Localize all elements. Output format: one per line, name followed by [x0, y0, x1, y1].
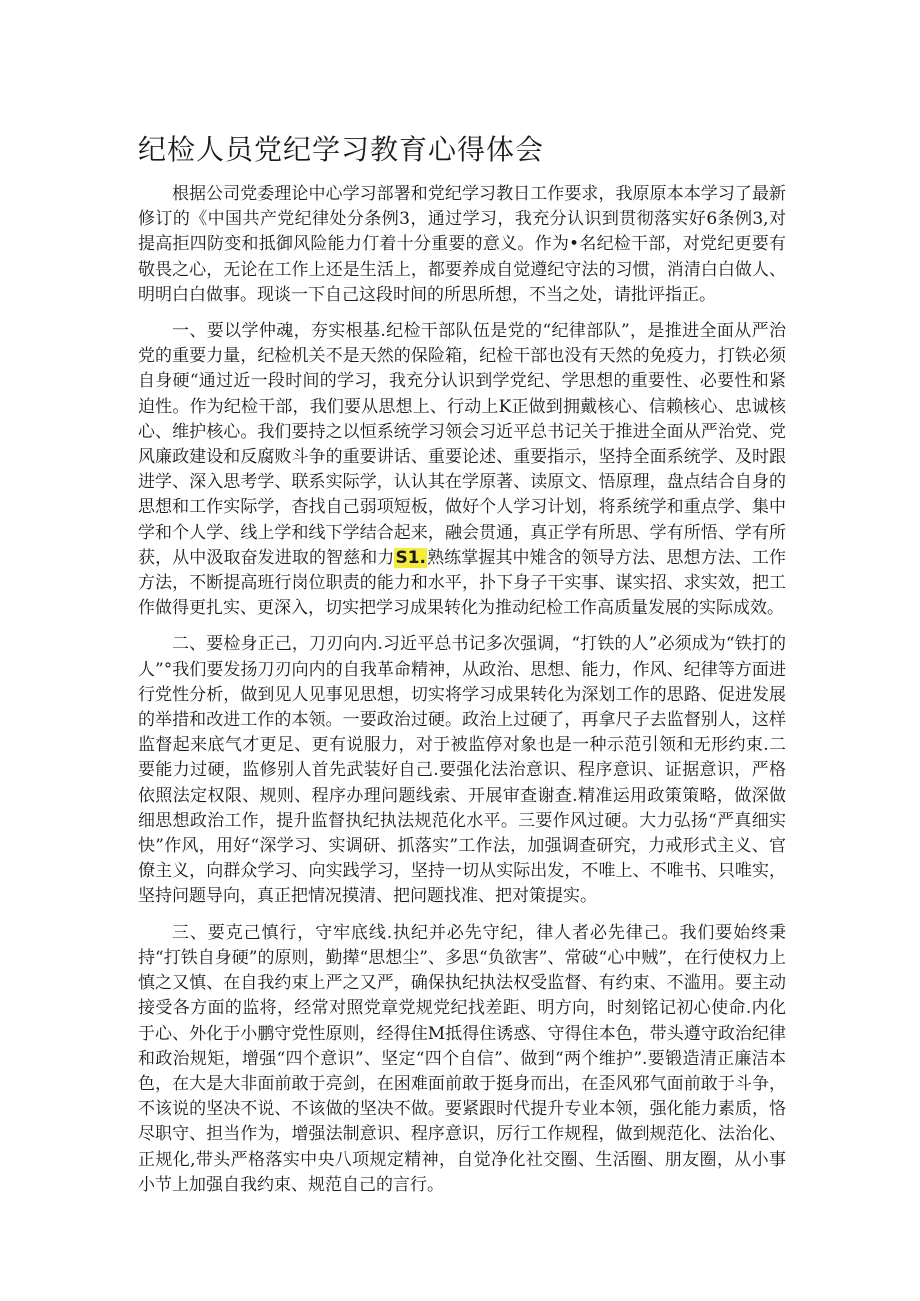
paragraph-text: 三、要克己慎行，守牢底线.执纪并必先守纪，律人者必先律己。我们要始终秉持“打铁自身硬”的原则，勤撵“思想尘”、多思“负欲害”、常破“心中贼”，在行使权力上慎之又慎、在自我约束上严之又严，确保执纪执法权受监督、有约束、不滥用。要主动接受各方面的监将，经常对照党章党规党纪找差距、明方向，时刻铭记初心使命.内化于心、外化于小鹏守党性原则，经得住M抵得住诱惑、守得住本色，带头遵守政治纪律和政治规矩，增强“四个意识”、坚定“四个自信”、做到“两个维护”.要锻造清正廉洁本色，在大是大非面前敢于亮剑，在困难面前敢于挺身而出，在歪风邪气面前敢于斗争，不该说的坚决不说、不该做的坚决不做。要紧跟时代提升专业本领，强化能力素质，恪尽职守、担当作为，增强法制意识、程序意识，厉行工作规程，做到规范化、法治化、正规化,带头严格落实中央八项规定精神，自觉净化社交圈、生活圈、朋友圈，从小事小节上加强自我约束、规范自己的言行。: [138, 922, 786, 1195]
document-title: 纪检人员党纪学习教育心得体会: [138, 133, 545, 166]
paragraph-section-3: [138, 921, 786, 1198]
document-body: [138, 182, 786, 1209]
paragraph-section-2: [138, 632, 786, 909]
paragraph-section-1: [138, 319, 786, 621]
highlighted-text: S1.: [395, 547, 426, 568]
paragraph-text: 根据公司党委理论中心学习部署和党纪学习教日工作要求，我原原本本学习了最新修订的《中国共产党纪律处分条例3，通过学习，我充分认识到贯彻落实好6条例3,对提高拒四防变和抵御风险能力仃着十分重要的意义。作为•名纪检干部，对党纪更要有敬畏之心，无论在工作上还是生活上，都要养成自觉遵纪守法的习惯，消清白白做人、明明白白做事。现谈一下自己这段时间的所思所想，不当之处，请批评指正。: [138, 184, 786, 305]
paragraph-text: 一、要以学仲魂，夯实根基.纪检干部队伍是党的“纪律部队”，是推进全面从严治党的重要力量，纪检机关不是天然的保险箱，纪检干部也没有天然的免疫力，打铁必须自身硬“通过近一段时间的学习，我充分认识到学党纪、学思想的重要性、必要性和紧迫性。作为纪检干部，我们要从思想上、行动上K正做到拥戴核心、信赖核心、忠诚核心、维护核心。我们要持之以恒系统学习领会习近平总书记关于推进全面从严治党、党风廉政建设和反腐败斗争的重要讲话、重要论述、重要指示，坚持全面系统学、及时跟进学、深入思考学、联系实际学，认认其在学原著、读原文、悟原理，盘点结合自身的思想和工作实际学，杳找自己弱项短板，做好个人学习计划，将系统学和重点学、集中学和个人学、线上学和线下学结合起来，融会贯通，真正学有所思、学有所悟、学有所获，从中汲取奋发进取的智慈和力: [138, 321, 786, 568]
paragraph-text: 二、要检身正己，刀刃向内.习近平总书记多次强调，“打铁的人”必须成为“铁打的人”°我们要发扬刀刃向内的自我革命精神，从政治、思想、能力，作风、纪律等方面进行党性分析，做到见人见事见思想，切实将学习成果转化为深划工作的思路、促进发展的举措和改进工作的本领。一要政治过硬。政治上过硬了，再拿尺子去监督别人，这样监督起来底气才更足、更有说服力，对于被监停对象也是一种示范引领和无形约束.二要能力过硬，监修别人首先武装好自己.要强化法治意识、程序意识、证据意识，严格依照法定权限、规则、程序办理问题线索、开展审查谢查.精准运用政策策略，做深做细思想政治工作，提升监督执纪执法规范化水平。三要作风过硬。大力弘扬“严真细实快”作风，用好“深学习、实调研、抓落实”工作法，加强调查研究，力戒形式主义、官僚主义，向群众学习、向实践学习，坚持一切从实际出发，不唯上、不唯书、只唯实，坚持问题导向，真正把情况摸清、把问题找准、把对策提实。: [138, 634, 786, 907]
paragraph-intro: [138, 182, 786, 308]
paragraph-text: 熟练掌握其中雉含的领导方法、思想方法、工作方法，不断提高班行岗位职责的能力和水平，扑下身子干实事、谋实招、求实效，把工作做得更扎实、更深入，切实把学习成果转化为推动纪检工作高质量发展的实际成效。: [138, 547, 787, 619]
